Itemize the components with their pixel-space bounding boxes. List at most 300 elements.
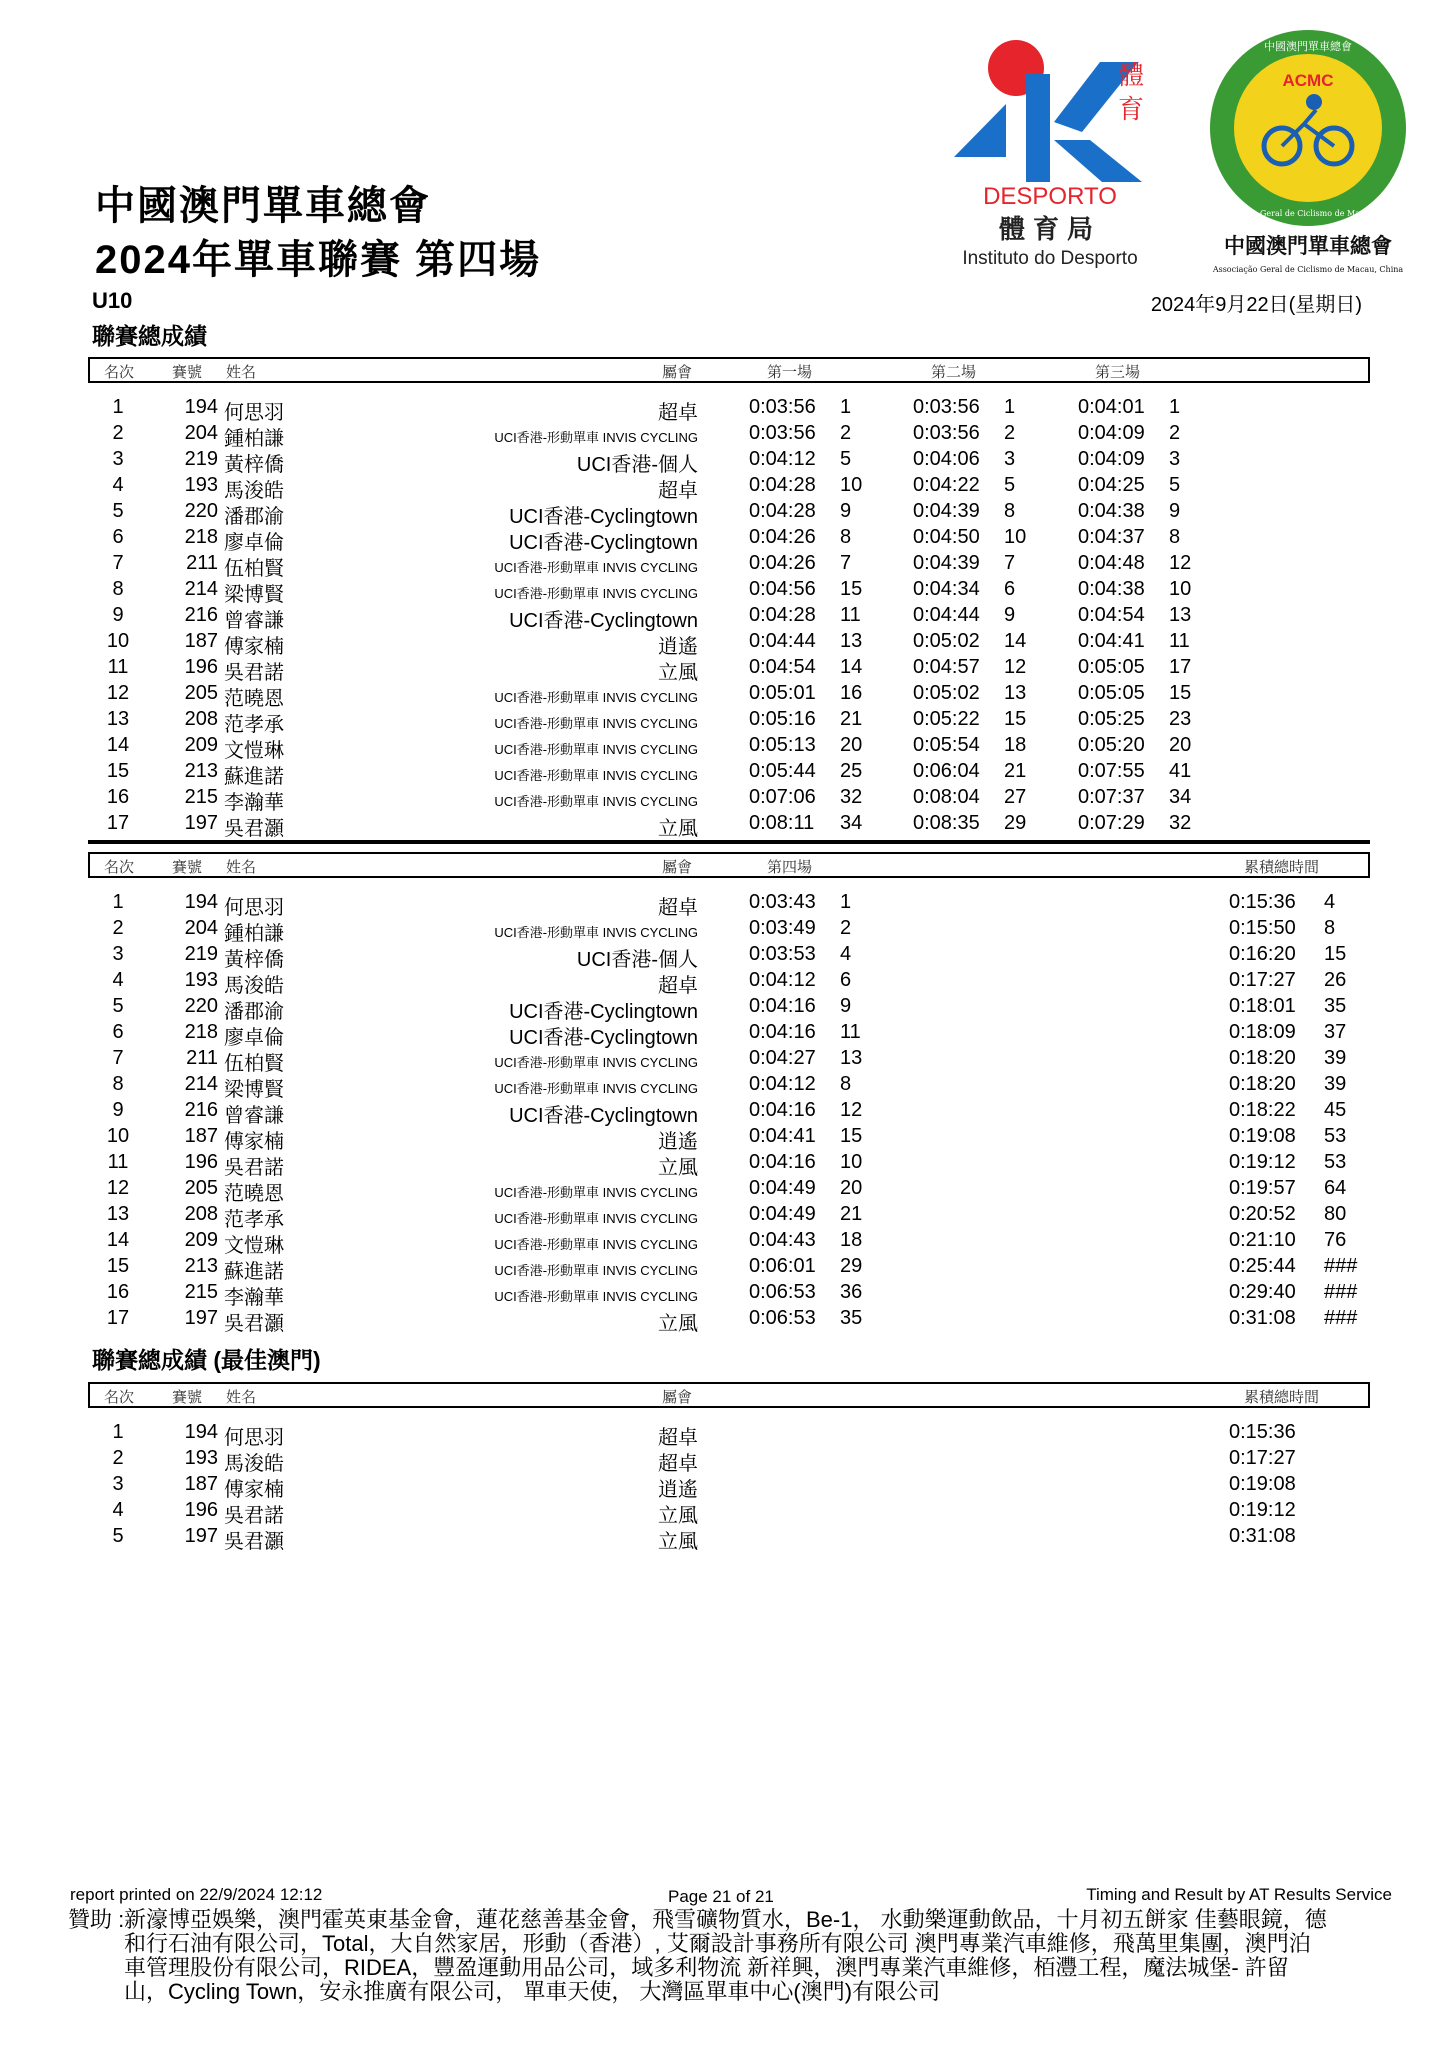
total-points-cell: ### — [1324, 1255, 1358, 1277]
hdr-rank: 名次 — [104, 1389, 135, 1406]
round4-time-cell: 0:03:53 — [749, 943, 816, 965]
club-cell: UCI香港-形動單車 INVIS CYCLING — [494, 925, 698, 940]
table-row — [88, 682, 1370, 708]
round3-time-cell: 0:05:20 — [1078, 734, 1145, 756]
round1-points-cell: 13 — [840, 630, 863, 652]
bib-cell: 193 — [184, 474, 218, 496]
total-time-cell: 0:31:08 — [1229, 1525, 1296, 1547]
round2-points-cell: 29 — [1004, 812, 1027, 834]
rank-cell: 10 — [106, 630, 130, 652]
round1-time-cell: 0:04:44 — [749, 630, 816, 652]
round3-time-cell: 0:04:38 — [1078, 578, 1145, 600]
club-cell: 超卓 — [658, 897, 698, 919]
bib-cell: 213 — [184, 1255, 218, 1277]
round1-time-cell: 0:03:56 — [749, 422, 816, 444]
club-cell: UCI香港-形動單車 INVIS CYCLING — [494, 1055, 698, 1070]
bib-cell: 216 — [184, 1099, 218, 1121]
rank-cell: 17 — [106, 1307, 130, 1329]
bib-cell: 219 — [184, 448, 218, 470]
club-cell: UCI香港-形動單車 INVIS CYCLING — [494, 1289, 698, 1304]
bib-cell: 215 — [184, 786, 218, 808]
bib-cell: 211 — [186, 1047, 218, 1069]
round3-points-cell: 9 — [1169, 500, 1181, 522]
category-label: U10 — [92, 288, 133, 313]
round2-time-cell: 0:04:50 — [913, 526, 980, 548]
total-time-cell: 0:16:20 — [1229, 943, 1296, 965]
bib-cell: 216 — [184, 604, 218, 626]
rank-cell: 2 — [112, 917, 124, 939]
round4-time-cell: 0:03:43 — [749, 891, 816, 913]
round2-points-cell: 18 — [1004, 734, 1027, 756]
total-time-cell: 0:19:57 — [1229, 1177, 1296, 1199]
round2-time-cell: 0:05:54 — [913, 734, 980, 756]
bib-cell: 214 — [184, 578, 218, 600]
bib-cell: 193 — [184, 1447, 218, 1469]
club-cell: UCI香港-形動單車 INVIS CYCLING — [494, 1211, 698, 1226]
hdr-bib: 賽號 — [172, 859, 203, 876]
total-time-cell: 0:19:08 — [1229, 1473, 1296, 1495]
round3-time-cell: 0:04:38 — [1078, 500, 1145, 522]
round2-points-cell: 3 — [1004, 448, 1016, 470]
rank-cell: 5 — [112, 1525, 124, 1547]
round2-time-cell: 0:04:57 — [913, 656, 980, 678]
name-cell: 范孝承 — [224, 1209, 284, 1231]
round3-points-cell: 12 — [1169, 552, 1192, 574]
round2-time-cell: 0:05:22 — [913, 708, 980, 730]
table-row — [88, 1073, 1370, 1099]
logo-char-1: 體 — [1118, 61, 1145, 91]
round3-time-cell: 0:04:09 — [1078, 422, 1145, 444]
round2-points-cell: 21 — [1004, 760, 1027, 782]
name-cell: 吳君諾 — [224, 662, 284, 684]
timing-service: Timing and Result by AT Results Service — [1086, 1885, 1392, 1904]
bib-cell: 205 — [184, 1177, 218, 1199]
round2-points-cell: 7 — [1004, 552, 1016, 574]
round3-time-cell: 0:05:05 — [1078, 656, 1145, 678]
bib-cell: 211 — [186, 552, 218, 574]
total-time-cell: 0:18:09 — [1229, 1021, 1296, 1043]
table-row — [88, 1021, 1370, 1047]
rank-cell: 2 — [112, 1447, 124, 1469]
club-cell: UCI香港-形動單車 INVIS CYCLING — [494, 1263, 698, 1278]
bib-cell: 187 — [184, 1473, 218, 1495]
rank-cell: 14 — [106, 1229, 130, 1251]
name-cell: 鍾柏謙 — [224, 923, 284, 945]
hdr-club: 屬會 — [662, 859, 693, 876]
name-cell: 馬浚皓 — [224, 1453, 284, 1475]
round3-points-cell: 23 — [1169, 708, 1192, 730]
name-cell: 廖卓倫 — [224, 532, 284, 554]
table-row — [88, 1255, 1370, 1281]
round1-time-cell: 0:04:12 — [749, 448, 816, 470]
total-points-cell: 53 — [1324, 1125, 1347, 1147]
round1-points-cell: 7 — [840, 552, 852, 574]
total-time-cell: 0:15:36 — [1229, 1421, 1296, 1443]
total-time-cell: 0:17:27 — [1229, 1447, 1296, 1469]
round1-time-cell: 0:04:28 — [749, 500, 816, 522]
round2-points-cell: 5 — [1004, 474, 1016, 496]
rank-cell: 9 — [112, 1099, 124, 1121]
round2-time-cell: 0:05:02 — [913, 630, 980, 652]
round1-time-cell: 0:05:16 — [749, 708, 816, 730]
round2-points-cell: 12 — [1004, 656, 1027, 678]
round1-time-cell: 0:03:56 — [749, 396, 816, 418]
round1-points-cell: 5 — [840, 448, 852, 470]
round3-time-cell: 0:04:01 — [1078, 396, 1145, 418]
desporto-wordmark: DESPORTO — [983, 183, 1117, 210]
name-cell: 伍柏賢 — [224, 558, 284, 580]
name-cell: 吳君諾 — [224, 1505, 284, 1527]
round2-points-cell: 2 — [1004, 422, 1016, 444]
round2-points-cell: 10 — [1004, 526, 1027, 548]
hdr-r4: 第四場 — [767, 859, 813, 876]
round2-points-cell: 15 — [1004, 708, 1027, 730]
club-cell: UCI香港-Cyclingtown — [509, 506, 698, 528]
round1-points-cell: 1 — [840, 396, 852, 418]
round2-points-cell: 1 — [1004, 396, 1016, 418]
round2-time-cell: 0:04:06 — [913, 448, 980, 470]
bib-cell: 220 — [184, 500, 218, 522]
round3-points-cell: 20 — [1169, 734, 1192, 756]
hdr-rank: 名次 — [104, 859, 135, 876]
club-cell: UCI香港-個人 — [576, 454, 698, 476]
rank-cell: 11 — [107, 656, 129, 678]
name-cell: 潘郡渝 — [224, 506, 284, 528]
name-cell: 李瀚華 — [224, 1287, 284, 1309]
acmc-name-pt: Associação Geral de Ciclismo de Macau, China — [1212, 265, 1404, 274]
table-row — [88, 1421, 1370, 1447]
table-row — [88, 552, 1370, 578]
round2-time-cell: 0:04:44 — [913, 604, 980, 626]
total-time-cell: 0:15:50 — [1229, 917, 1296, 939]
round2-time-cell: 0:05:02 — [913, 682, 980, 704]
hdr-bib: 賽號 — [172, 1389, 203, 1406]
name-cell: 何思羽 — [224, 402, 284, 424]
club-cell: UCI香港-Cyclingtown — [509, 610, 698, 632]
total-time-cell: 0:17:27 — [1229, 969, 1296, 991]
total-time-cell: 0:21:10 — [1229, 1229, 1296, 1251]
round1-time-cell: 0:04:28 — [749, 474, 816, 496]
round1-points-cell: 11 — [840, 604, 861, 626]
total-points-cell: 15 — [1324, 943, 1347, 965]
round1-time-cell: 0:05:01 — [749, 682, 816, 704]
rank-cell: 8 — [112, 1073, 124, 1095]
hdr-name: 姓名 — [226, 1389, 257, 1406]
round3-time-cell: 0:07:55 — [1078, 760, 1145, 782]
total-time-cell: 0:31:08 — [1229, 1307, 1296, 1329]
rank-cell: 15 — [106, 760, 130, 782]
hdr-total: 累積總時間 — [1244, 1389, 1320, 1406]
total-time-cell: 0:29:40 — [1229, 1281, 1296, 1303]
section1-header — [88, 357, 1370, 383]
sponsor-block — [68, 1908, 1328, 2004]
round3-time-cell: 0:07:37 — [1078, 786, 1145, 808]
round3-time-cell: 0:05:25 — [1078, 708, 1145, 730]
club-cell: 逍遙 — [658, 636, 698, 658]
round1-time-cell: 0:08:11 — [749, 812, 815, 834]
total-points-cell: 8 — [1324, 917, 1336, 939]
name-cell: 潘郡渝 — [224, 1001, 284, 1023]
round2-points-cell: 9 — [1004, 604, 1016, 626]
club-cell: UCI香港-Cyclingtown — [509, 1001, 698, 1023]
round4-time-cell: 0:04:16 — [749, 995, 816, 1017]
round3-time-cell: 0:04:54 — [1078, 604, 1145, 626]
round4-points-cell: 21 — [840, 1203, 863, 1225]
round4-time-cell: 0:04:41 — [749, 1125, 816, 1147]
round4-time-cell: 0:04:49 — [749, 1203, 816, 1225]
total-points-cell: 53 — [1324, 1151, 1347, 1173]
name-cell: 范孝承 — [224, 714, 284, 736]
table-row — [88, 604, 1370, 630]
section3-header — [88, 1382, 1370, 1408]
club-cell: 超卓 — [658, 402, 698, 424]
rank-cell: 7 — [112, 1047, 124, 1069]
bib-cell: 194 — [184, 396, 218, 418]
rank-cell: 8 — [112, 578, 124, 600]
round4-points-cell: 18 — [840, 1229, 863, 1251]
table-row — [88, 1151, 1370, 1177]
rank-cell: 3 — [112, 448, 124, 470]
rank-cell: 10 — [106, 1125, 130, 1147]
round1-points-cell: 25 — [840, 760, 863, 782]
table-row — [88, 396, 1370, 422]
round1-time-cell: 0:04:54 — [749, 656, 816, 678]
name-cell: 吳君灝 — [224, 1313, 284, 1335]
acmc-logo — [1196, 28, 1420, 278]
round4-time-cell: 0:04:27 — [749, 1047, 816, 1069]
hdr-r2: 第二場 — [931, 364, 977, 381]
round3-points-cell: 1 — [1169, 396, 1181, 418]
section2-header — [88, 852, 1370, 878]
name-cell: 傅家楠 — [224, 636, 284, 658]
acmc-ring-text-pt: Associação Geral de Ciclismo de Macau, China — [1212, 209, 1404, 218]
round4-points-cell: 13 — [840, 1047, 863, 1069]
table-row — [88, 812, 1370, 838]
round3-points-cell: 10 — [1169, 578, 1192, 600]
rank-cell: 6 — [112, 1021, 124, 1043]
round4-points-cell: 1 — [840, 891, 852, 913]
round3-time-cell: 0:04:25 — [1078, 474, 1145, 496]
total-points-cell: ### — [1324, 1281, 1358, 1303]
rank-cell: 2 — [112, 422, 124, 444]
round4-time-cell: 0:04:12 — [749, 969, 816, 991]
table-row — [88, 1281, 1370, 1307]
name-cell: 馬浚皓 — [224, 975, 284, 997]
name-cell: 文愷琳 — [224, 740, 284, 762]
name-cell: 范曉恩 — [224, 688, 284, 710]
rank-cell: 12 — [106, 1177, 130, 1199]
round1-points-cell: 2 — [840, 422, 852, 444]
bib-cell: 209 — [184, 734, 218, 756]
round4-points-cell: 2 — [840, 917, 852, 939]
round1-points-cell: 10 — [840, 474, 863, 496]
bib-cell: 209 — [184, 1229, 218, 1251]
table-row — [88, 448, 1370, 474]
hdr-r3: 第三場 — [1095, 364, 1141, 381]
bib-cell: 214 — [184, 1073, 218, 1095]
club-cell: 立風 — [658, 662, 698, 684]
club-cell: UCI香港-形動單車 INVIS CYCLING — [494, 690, 698, 705]
round2-time-cell: 0:08:04 — [913, 786, 980, 808]
table-row — [88, 1525, 1370, 1551]
section1-title: 聯賽總成績 — [92, 323, 207, 349]
round1-time-cell: 0:04:56 — [749, 578, 816, 600]
round4-points-cell: 10 — [840, 1151, 863, 1173]
round4-time-cell: 0:04:16 — [749, 1021, 816, 1043]
total-points-cell: 64 — [1324, 1177, 1347, 1199]
page-number: Page 21 of 21 — [668, 1887, 774, 1906]
name-cell: 曾睿謙 — [224, 1105, 284, 1127]
section3-title: 聯賽總成績 (最佳澳門) — [92, 1347, 321, 1373]
club-cell: 逍遙 — [658, 1131, 698, 1153]
club-cell: UCI香港-形動單車 INVIS CYCLING — [494, 1185, 698, 1200]
rank-cell: 3 — [112, 943, 124, 965]
round1-points-cell: 20 — [840, 734, 863, 756]
bib-cell: 196 — [184, 1499, 218, 1521]
desporto-name-zh: 體育局 — [998, 215, 1102, 245]
bib-cell: 213 — [184, 760, 218, 782]
round2-time-cell: 0:06:04 — [913, 760, 980, 782]
rank-cell: 13 — [106, 708, 130, 730]
round4-points-cell: 6 — [840, 969, 852, 991]
round1-points-cell: 21 — [840, 708, 863, 730]
club-cell: UCI香港-形動單車 INVIS CYCLING — [494, 430, 698, 445]
hdr-name: 姓名 — [226, 364, 257, 381]
table-row — [88, 1499, 1370, 1525]
round3-points-cell: 34 — [1169, 786, 1192, 808]
round1-time-cell: 0:05:44 — [749, 760, 816, 782]
club-cell: 超卓 — [658, 975, 698, 997]
bib-cell: 197 — [184, 812, 218, 834]
round3-points-cell: 17 — [1169, 656, 1192, 678]
total-points-cell: ### — [1324, 1307, 1358, 1329]
round1-time-cell: 0:04:26 — [749, 526, 816, 548]
round3-time-cell: 0:04:41 — [1078, 630, 1145, 652]
round4-time-cell: 0:03:49 — [749, 917, 816, 939]
club-cell: 超卓 — [658, 1453, 698, 1475]
table-row — [88, 1177, 1370, 1203]
round2-time-cell: 0:04:34 — [913, 578, 980, 600]
total-points-cell: 39 — [1324, 1073, 1347, 1095]
logo-char-2: 育 — [1118, 95, 1145, 125]
table-row — [88, 474, 1370, 500]
round4-points-cell: 29 — [840, 1255, 863, 1277]
name-cell: 梁博賢 — [224, 1079, 284, 1101]
total-points-cell: 76 — [1324, 1229, 1347, 1251]
club-cell: 立風 — [658, 1313, 698, 1335]
name-cell: 伍柏賢 — [224, 1053, 284, 1075]
sponsor-text: 新濠博亞娛樂，澳門霍英東基金會，蓮花慈善基金會，飛雪礦物質水，Be-1， 水動樂運動飲品，十月初五餅家 佳藝眼鏡，德和行石油有限公司，Total，大自然家居，形動（香港）, 艾爾設計事務所有限公司 澳門專業汽車維修，飛萬里集團，澳門泊車管理股份有限公司，RIDEA，豐盈運動用品公司，域多利物流 新祥興，澳門專業汽車維修，栢灃工程，魔法城堡- 許留山，Cycling Town，安永推廣有限公司， 單車天使， 大灣區單車中心(澳門)有限公司 — [124, 1907, 1327, 2004]
round4-time-cell: 0:04:16 — [749, 1151, 816, 1173]
round2-points-cell: 6 — [1004, 578, 1016, 600]
round4-time-cell: 0:06:53 — [749, 1281, 816, 1303]
total-time-cell: 0:19:08 — [1229, 1125, 1296, 1147]
acmc-emblem-icon — [1196, 28, 1420, 278]
table-row — [88, 917, 1370, 943]
round2-points-cell: 13 — [1004, 682, 1027, 704]
round2-time-cell: 0:04:39 — [913, 500, 980, 522]
total-points-cell: 35 — [1324, 995, 1347, 1017]
club-cell: UCI香港-形動單車 INVIS CYCLING — [494, 586, 698, 601]
total-points-cell: 39 — [1324, 1047, 1347, 1069]
table-row — [88, 969, 1370, 995]
club-cell: UCI香港-形動單車 INVIS CYCLING — [494, 768, 698, 783]
round1-points-cell: 9 — [840, 500, 852, 522]
table-row — [88, 500, 1370, 526]
round1-time-cell: 0:04:26 — [749, 552, 816, 574]
club-cell: 立風 — [658, 1531, 698, 1553]
table-row — [88, 1099, 1370, 1125]
club-cell: 立風 — [658, 1157, 698, 1179]
bib-cell: 204 — [184, 917, 218, 939]
total-points-cell: 26 — [1324, 969, 1347, 991]
round4-points-cell: 15 — [840, 1125, 863, 1147]
rank-cell: 11 — [107, 1151, 129, 1173]
table-row — [88, 891, 1370, 917]
round1-points-cell: 34 — [840, 812, 863, 834]
table-row — [88, 1047, 1370, 1073]
name-cell: 何思羽 — [224, 1427, 284, 1449]
acmc-name-zh: 中國澳門單車總會 — [1224, 233, 1392, 258]
name-cell: 吳君灝 — [224, 818, 284, 840]
table-row — [88, 1203, 1370, 1229]
table-row — [88, 1125, 1370, 1151]
club-cell: UCI香港-形動單車 INVIS CYCLING — [494, 794, 698, 809]
rank-cell: 12 — [106, 682, 130, 704]
name-cell: 傅家楠 — [224, 1131, 284, 1153]
section-divider — [88, 840, 1370, 844]
club-cell: UCI香港-形動單車 INVIS CYCLING — [494, 1237, 698, 1252]
round4-points-cell: 9 — [840, 995, 852, 1017]
bib-cell: 196 — [184, 656, 218, 678]
round4-points-cell: 4 — [840, 943, 852, 965]
desporto-name-pt: Instituto do Desporto — [962, 248, 1138, 269]
round4-points-cell: 12 — [840, 1099, 863, 1121]
name-cell: 傅家楠 — [224, 1479, 284, 1501]
round4-points-cell: 11 — [840, 1021, 861, 1043]
table-row — [88, 656, 1370, 682]
hdr-club: 屬會 — [662, 1389, 693, 1406]
round4-time-cell: 0:04:43 — [749, 1229, 816, 1251]
round2-points-cell: 27 — [1004, 786, 1027, 808]
table-row — [88, 422, 1370, 448]
name-cell: 黃梓僑 — [224, 454, 284, 476]
rank-cell: 1 — [112, 891, 124, 913]
rank-cell: 17 — [106, 812, 130, 834]
table-row — [88, 943, 1370, 969]
name-cell: 黃梓僑 — [224, 949, 284, 971]
club-cell: 超卓 — [658, 480, 698, 502]
bib-cell: 196 — [184, 1151, 218, 1173]
club-cell: UCI香港-Cyclingtown — [509, 1027, 698, 1049]
total-time-cell: 0:18:20 — [1229, 1073, 1296, 1095]
hdr-club: 屬會 — [662, 364, 693, 381]
rank-cell: 3 — [112, 1473, 124, 1495]
total-time-cell: 0:15:36 — [1229, 891, 1296, 913]
bib-cell: 194 — [184, 891, 218, 913]
round2-points-cell: 8 — [1004, 500, 1016, 522]
total-points-cell: 80 — [1324, 1203, 1347, 1225]
table-row — [88, 734, 1370, 760]
total-time-cell: 0:18:20 — [1229, 1047, 1296, 1069]
name-cell: 范曉恩 — [224, 1183, 284, 1205]
round2-time-cell: 0:03:56 — [913, 396, 980, 418]
round3-time-cell: 0:04:48 — [1078, 552, 1145, 574]
table-row — [88, 526, 1370, 552]
bib-cell: 205 — [184, 682, 218, 704]
name-cell: 蘇進諾 — [224, 1261, 284, 1283]
hdr-rank: 名次 — [104, 364, 135, 381]
